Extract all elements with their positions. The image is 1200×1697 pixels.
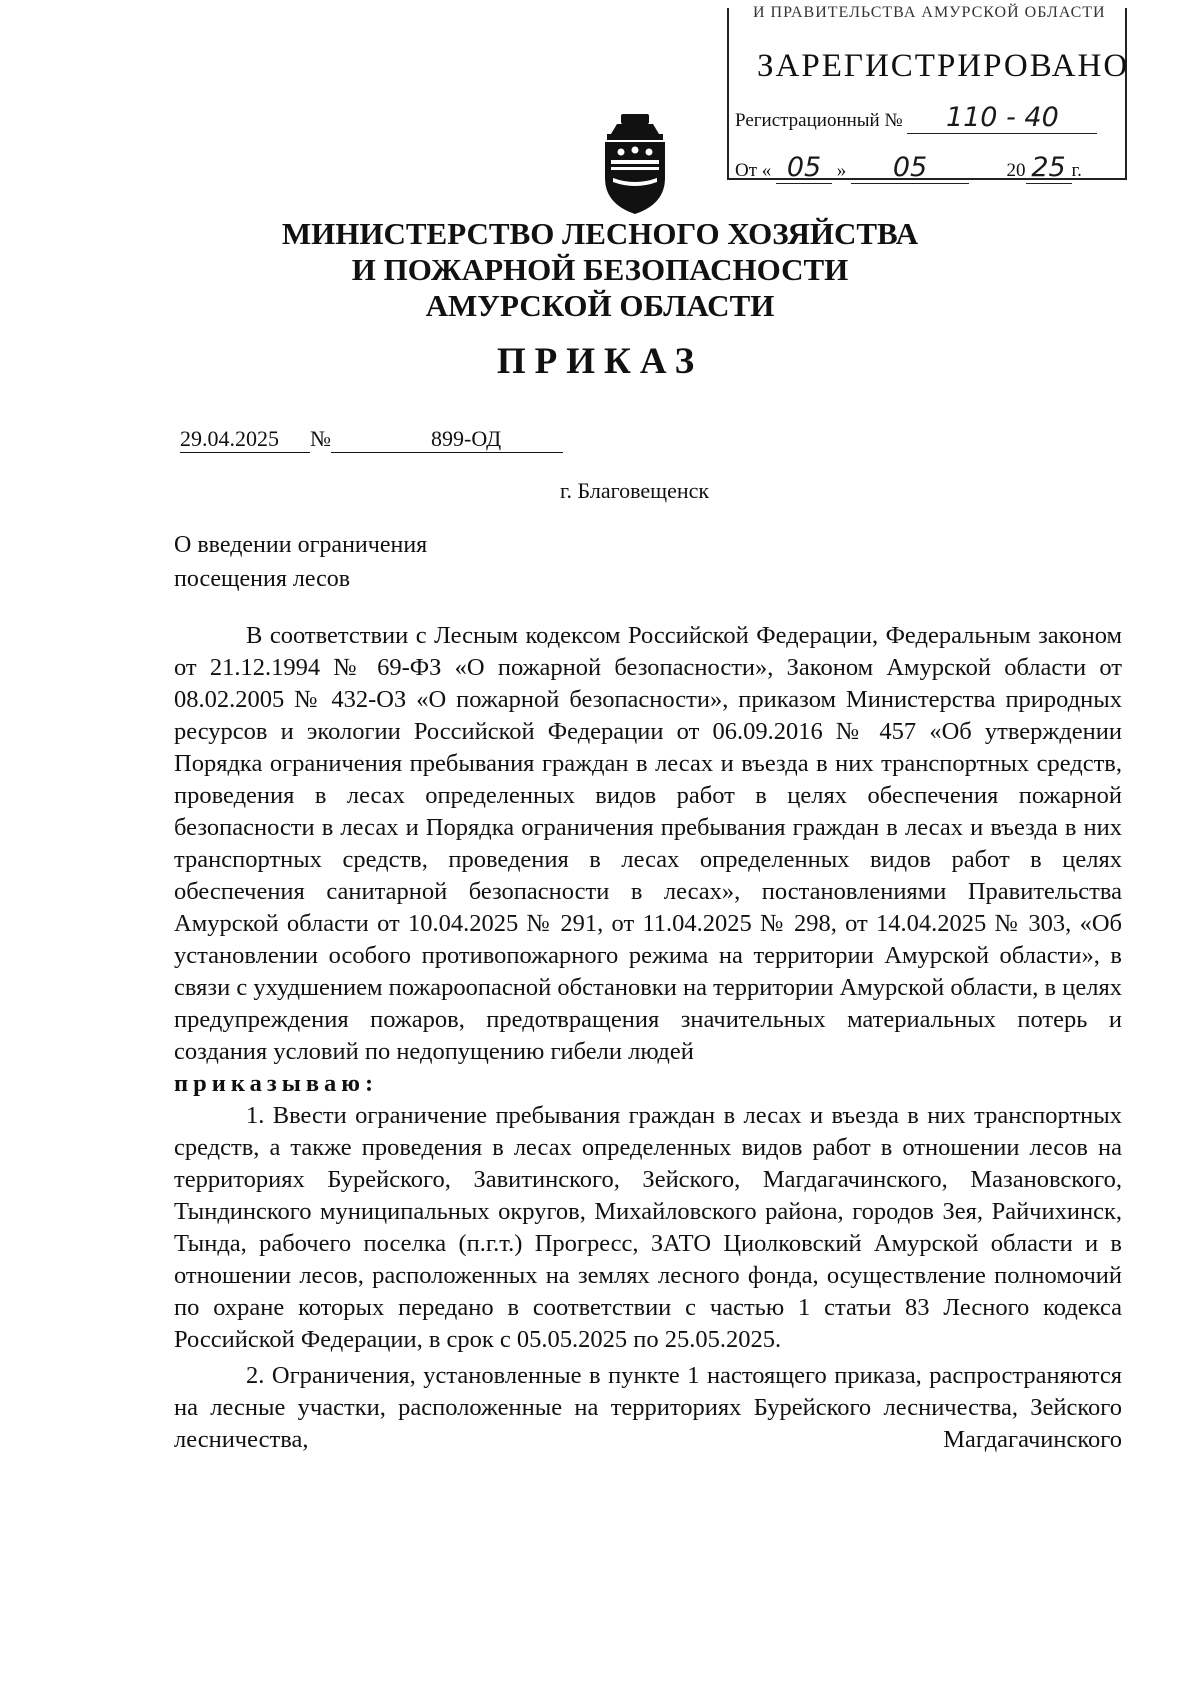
subject-line-2: посещения лесов [174, 566, 351, 592]
ministry-line-2: И ПОЖАРНОЙ БЕЗОПАСНОСТИ [351, 252, 849, 287]
order-item-1: 1. Ввести ограничение пребывания граждан в лесах и въезда в них транспортных средств, а также проведения в лесах определенных видов работ в отношении лесов на территориях Бурейского, Завитинского, Зейского, Магдагачинского, Мазановского, Тындинского муниципальных округов, Михайловского района, городов Зея, Райчихинск, Тында, рабочего поселка (п.г.т.) Прогресс, ЗАТО Циолковский Амурской области и в отношении лесов, расположенных на землях лесного фонда, осуществление полномочий по охране которых передано в соответствии с частью 1 статьи 83 Лесного кодекса Российской Федерации, в срок с 05.05.2025 по 25.05.2025. [174, 1102, 1122, 1353]
order-subject [174, 528, 427, 596]
stamp-registration-row [735, 102, 1097, 134]
stamp-date-year: 25 [1026, 152, 1072, 184]
stamp-reg-label: Регистрационный № [735, 110, 903, 131]
ministry-line-3: АМУРСКОЙ ОБЛАСТИ [425, 288, 775, 323]
registration-stamp [727, 4, 1130, 183]
stamp-date-year-prefix: 20 [1006, 160, 1026, 181]
stamp-date-suffix: г. [1071, 160, 1082, 181]
coat-of-arms-emblem [601, 112, 669, 216]
stamp-date-month: 05 [851, 152, 969, 184]
stamp-date-row [735, 152, 1082, 184]
order-item-2: 2. Ограничения, установленные в пункте 1 настоящего приказа, распространяются на лесные участки, расположенные на территориях Бурейского лесничества, Зейского лесничества, Магдагачинского [174, 1362, 1122, 1453]
ministry-line-1: МИНИСТЕРСТВО ЛЕСНОГО ХОЗЯЙСТВА [281, 216, 919, 251]
stamp-date-prefix: От « [735, 160, 772, 181]
order-date: 29.04.2025 [180, 426, 310, 453]
decree-word: приказываю: [174, 1070, 379, 1097]
order-number: 899-ОД [331, 426, 563, 453]
preamble-paragraph: В соответствии с Лесным кодексом Российской Федерации, Федеральным законом от 21.12.1994 № 69-ФЗ «О пожарной безопасности», Законом Амурской области от 08.02.2005 № 432-ОЗ «О пожарной безопасности», приказом Министерства природных ресурсов и экологии Российской Федерации от 06.09.2016 № 457 «Об утверждении Порядка ограничения пребывания граждан в лесах и въезда в них транспортных средств, проведения в лесах определенных видов работ в целях обеспечения пожарной безопасности в лесах и Порядка ограничения пребывания граждан в лесах и въезда в них транспортных средств, проведения в лесах определенных видов работ в целях обеспечения санитарной безопасности в лесах», постановлениями Правительства Амурской области от 10.04.2025 № 291, от 11.04.2025 № 298, от 14.04.2025 № 303, «Об установлении особого противопожарного режима на территории Амурской области», в связи с ухудшением пожароопасной обстановки на территории Амурской области, в целях предупреждения пожаров, предотвращения значительных материальных потерь и создания условий по недопущению гибели людей [174, 622, 1122, 1065]
subject-line-1: О введении ограничения [174, 532, 428, 558]
order-number-label: № [310, 426, 331, 451]
stamp-date-day: 05 [776, 152, 832, 184]
stamp-reg-number: 110 - 40 [907, 102, 1097, 134]
stamp-date-sep: » [836, 160, 847, 181]
order-date-number [180, 426, 563, 453]
issue-city: г. Благовещенск [560, 478, 710, 503]
stamp-authority: И ПРАВИТЕЛЬСТВА АМУРСКОЙ ОБЛАСТИ [753, 4, 1106, 21]
document-type-title: ПРИКАЗ [496, 341, 704, 382]
ministry-name [0, 216, 1200, 324]
order-body [174, 620, 1122, 1456]
stamp-title: ЗАРЕГИСТРИРОВАНО [757, 48, 1130, 84]
